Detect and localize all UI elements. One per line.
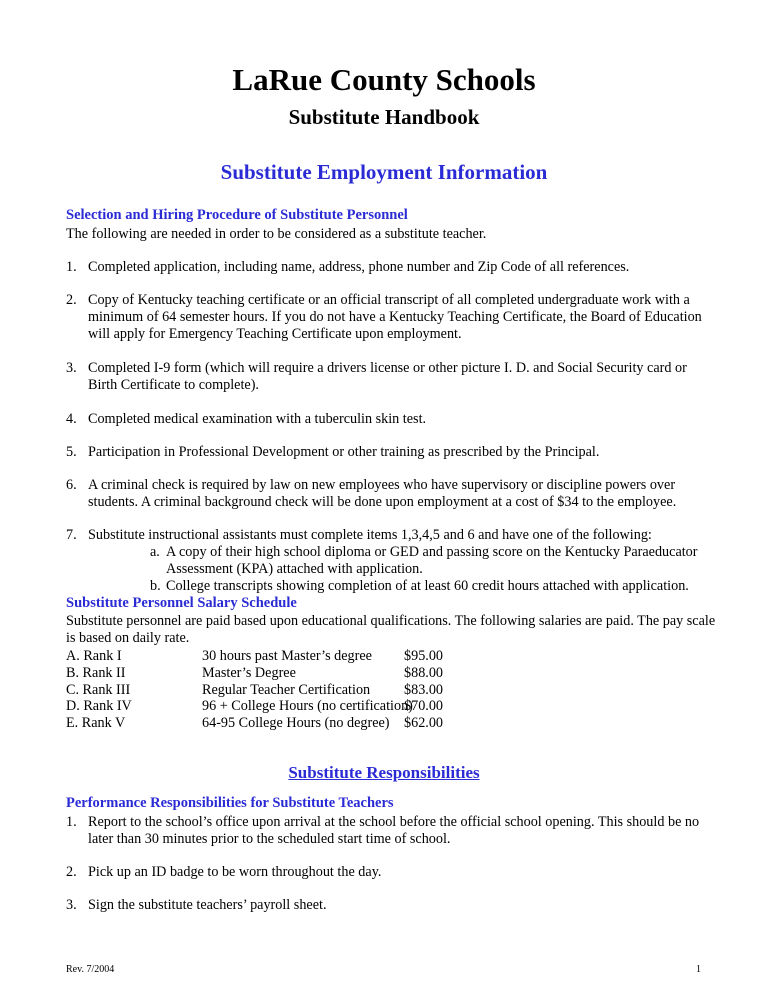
heading-selection: Selection and Hiring Procedure of Substitute Personnel — [66, 207, 408, 223]
sub-list-text: College transcripts showing completion of at least 60 credit hours attached with application. — [166, 578, 689, 594]
salary-rank: A. Rank I — [66, 648, 122, 664]
salary-rank: E. Rank V — [66, 715, 126, 732]
list-item — [66, 259, 716, 276]
sub-list-item — [150, 578, 710, 595]
list-text: Substitute instructional assistants must complete items 1,3,4,5 and 6 and have one of the following: — [88, 527, 652, 543]
list-item — [66, 292, 716, 343]
list-item — [66, 411, 716, 428]
list-text: Report to the school’s office upon arrival at the school before the official school opening. This should be no later than 30 minutes prior to the scheduled start time of school. — [88, 814, 700, 847]
heading-performance: Performance Responsibilities for Substitute Teachers — [66, 795, 394, 811]
salary-description-column — [202, 648, 413, 732]
sub-list-letter: b. — [150, 578, 161, 594]
list-item — [66, 477, 716, 511]
list-item — [66, 814, 716, 848]
sub-list-text: A copy of their high school diploma or GED and passing score on the Kentucky Paraeducator Assessment (KPA) attached with application. — [166, 544, 698, 577]
salary-rank: D. Rank IV — [66, 698, 132, 715]
salary-description: 96 + College Hours (no certification) — [202, 698, 413, 715]
salary-rate: $70.00 — [404, 698, 444, 715]
list-item — [66, 864, 716, 881]
list-item — [66, 360, 716, 394]
page-number: 1 — [696, 964, 701, 975]
list-number: 2. — [66, 864, 77, 880]
list-number: 3. — [66, 897, 77, 913]
list-number: 3. — [66, 360, 77, 376]
list-number: 7. — [66, 527, 77, 543]
list-item — [66, 527, 716, 544]
salary-description: Master’s Degree — [202, 664, 296, 681]
salary-rank-column — [66, 648, 132, 732]
document-subtitle: Substitute Handbook — [288, 105, 480, 129]
list-number: 1. — [66, 814, 77, 830]
salary-rank: C. Rank III — [66, 681, 131, 698]
list-text: Completed medical examination with a tuberculin skin test. — [88, 411, 427, 427]
salary-description: 64-95 College Hours (no degree) — [202, 715, 390, 732]
section-title-responsibilities: Substitute Responsibilities — [288, 763, 480, 782]
document-title: LaRue County Schools — [232, 62, 536, 97]
list-text: Completed application, including name, address, phone number and Zip Code of all references. — [88, 259, 630, 275]
list-text: Copy of Kentucky teaching certificate or an official transcript of all completed undergraduate work with a minimum of 64 semester hours. If you do not have a Kentucky Teaching Certificate, the Board of Education will apply for Emergency Teaching Certificate upon employment. — [88, 292, 702, 342]
list-item — [66, 444, 716, 461]
salary-rate: $83.00 — [404, 681, 444, 698]
heading-salary: Substitute Personnel Salary Schedule — [66, 595, 297, 611]
salary-rate: $62.00 — [404, 715, 444, 732]
section-title-employment: Substitute Employment Information — [220, 160, 548, 184]
salary-intro: Substitute personnel are paid based upon educational qualifications. The following salaries are paid. The pay scale is based on daily rate. — [66, 613, 716, 646]
list-text: Sign the substitute teachers’ payroll sheet. — [88, 897, 327, 913]
list-number: 1. — [66, 259, 77, 275]
sub-list-letter: a. — [150, 544, 160, 560]
salary-rank: B. Rank II — [66, 664, 126, 681]
salary-description: 30 hours past Master’s degree — [202, 648, 372, 664]
list-text: Completed I-9 form (which will require a drivers license or other picture I. D. and Social Security card or Birth Certificate to complete). — [88, 360, 687, 393]
list-number: 5. — [66, 444, 77, 460]
list-number: 6. — [66, 477, 77, 493]
list-text: Pick up an ID badge to be worn throughout the day. — [88, 864, 382, 880]
salary-rate-column — [404, 648, 443, 732]
selection-intro: The following are needed in order to be considered as a substitute teacher. — [66, 226, 487, 242]
list-number: 4. — [66, 411, 77, 427]
salary-description: Regular Teacher Certification — [202, 681, 371, 698]
list-number: 2. — [66, 292, 77, 308]
list-text: Participation in Professional Development or other training as prescribed by the Principal. — [88, 444, 600, 460]
salary-rate: $95.00 — [404, 648, 444, 664]
sub-list-item — [150, 544, 710, 578]
revision-footer: Rev. 7/2004 — [66, 964, 115, 975]
list-item — [66, 897, 716, 914]
salary-rate: $88.00 — [404, 664, 444, 681]
list-text: A criminal check is required by law on new employees who have supervisory or discipline powers over students. A criminal background check will be done upon employment at a cost of $34 to the employee. — [88, 477, 677, 510]
